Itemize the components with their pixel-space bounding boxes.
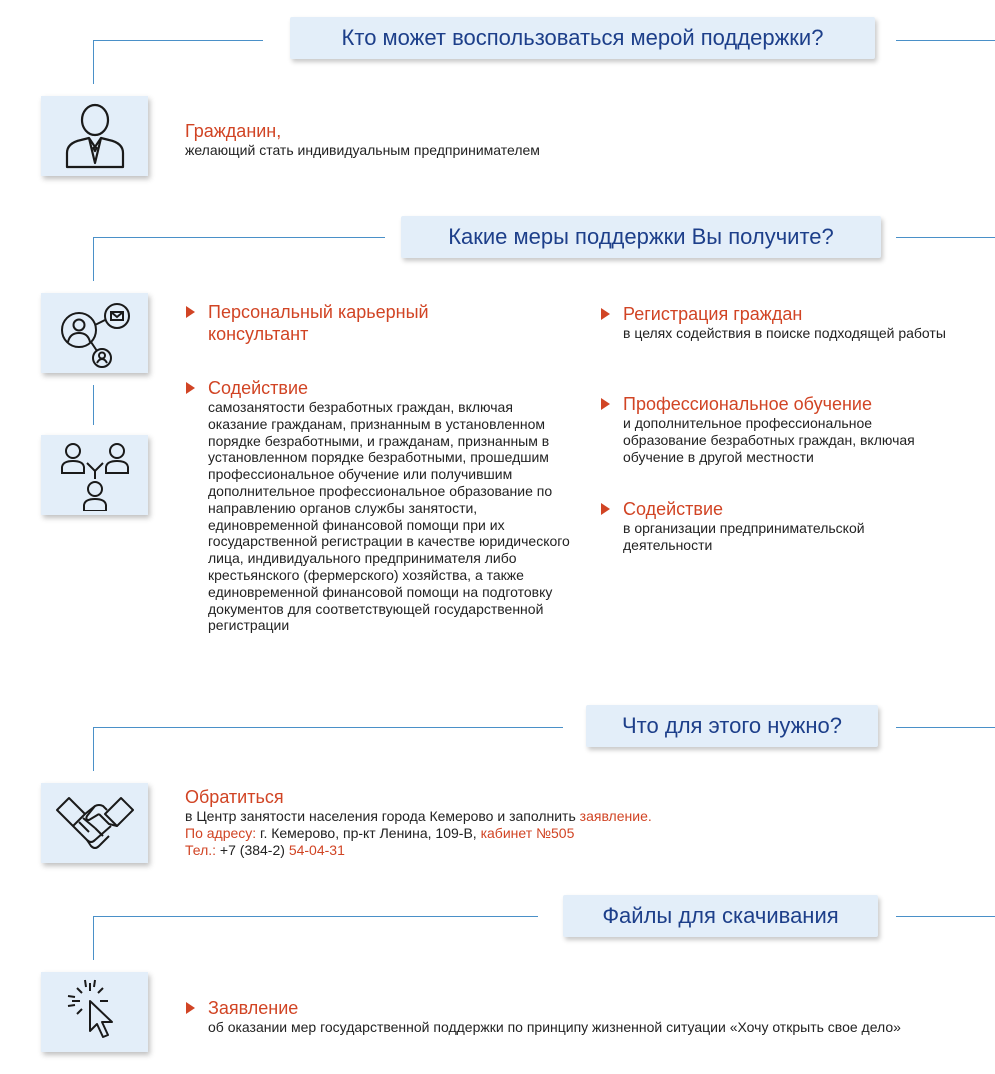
connector-line [896,727,995,728]
measure-head: Содействие [208,378,309,398]
address-label: По адресу: [185,824,257,841]
connector-line [93,385,94,425]
connector-line [896,237,995,238]
phone-number[interactable]: 54-04-31 [288,841,345,858]
needed-line-2 [185,825,905,842]
needed-head: Обратиться [185,787,284,807]
person-icon [63,103,127,169]
download-application-link[interactable]: Заявление [208,998,299,1018]
bullet-arrow-icon [186,1002,195,1014]
measure-head: Содействие [623,499,724,519]
connector-line [93,727,563,728]
network-icon-box [41,293,148,373]
handshake-icon [55,792,135,854]
bullet-arrow-icon [186,382,195,394]
bullet-arrow-icon [601,503,610,515]
needed-line-1-text: в Центр занятости населения города Кемерово и заполнить [185,808,580,824]
connector-line [93,916,538,917]
connector-line [896,916,995,917]
section-title-who: Кто может воспользоваться мерой поддержки? [290,17,875,59]
bullet-arrow-icon [186,306,195,318]
application-link[interactable]: заявление. [579,808,652,824]
section-title-files: Файлы для скачивания [563,895,878,937]
connector-line [93,916,94,960]
connector-line [93,237,94,281]
connector-line [93,237,385,238]
phone-label: Тел.: [185,841,217,858]
download-application-sub: об оказании мер государственной поддержки по принципу жизненной ситуации «Хочу открыть свое дело» [208,1019,901,1035]
person-icon-box [41,96,148,176]
network-icon [53,298,137,368]
connector-line [93,727,94,771]
click-icon-box [41,972,148,1052]
team-icon [59,439,131,511]
measure-head: Профессиональное обучение [623,394,872,414]
section-title-measures: Какие меры поддержки Вы получите? [401,216,881,258]
who-sub: желающий стать индивидуальным предпринимателем [185,142,540,158]
measure-sub: и дополнительное профессиональное образование безработных граждан, включая обучение в другой местности [623,415,915,465]
measure-sub: в организации предпринимательской деятельности [623,520,865,553]
measure-head: Регистрация граждан [623,304,803,324]
section-title-needed: Что для этого нужно? [586,705,878,747]
connector-line [93,40,263,41]
connector-line [896,40,995,41]
phone-prefix: +7 (384-2) [216,841,289,858]
needed-line-1 [185,808,905,825]
bullet-arrow-icon [601,308,610,320]
team-icon-box [41,435,148,515]
measure-head: Персональный карьерный консультант [208,302,429,344]
handshake-icon-box [41,783,148,863]
who-head: Гражданин, [185,121,282,141]
bullet-arrow-icon [601,398,610,410]
click-icon [60,977,130,1047]
needed-line-3 [185,842,905,859]
measure-sub: в целях содействия в поиске подходящей работы [623,325,946,341]
connector-line [93,40,94,84]
address-text: г. Кемерово, пр-кт Ленина, 109-В, [256,824,481,841]
measure-sub: самозанятости безработных граждан, включая оказание гражданам, признанным в установленном порядке безработными, и гражданам, признанным в установленном порядке безработными, прошедшим профессиональное обучение или получившим дополнительное профессиональное образование по направлению органов службы занятости, единовременной финансовой помощи при их государственной регистрации в качестве юридического лица, индивидуального предпринимателя либо крестьянского (фермерского) хозяйства, а также единовременной финансовой помощи на подготовку документов для соответствующей государственной регистрации [208,399,570,634]
office-number: кабинет №505 [480,824,575,841]
